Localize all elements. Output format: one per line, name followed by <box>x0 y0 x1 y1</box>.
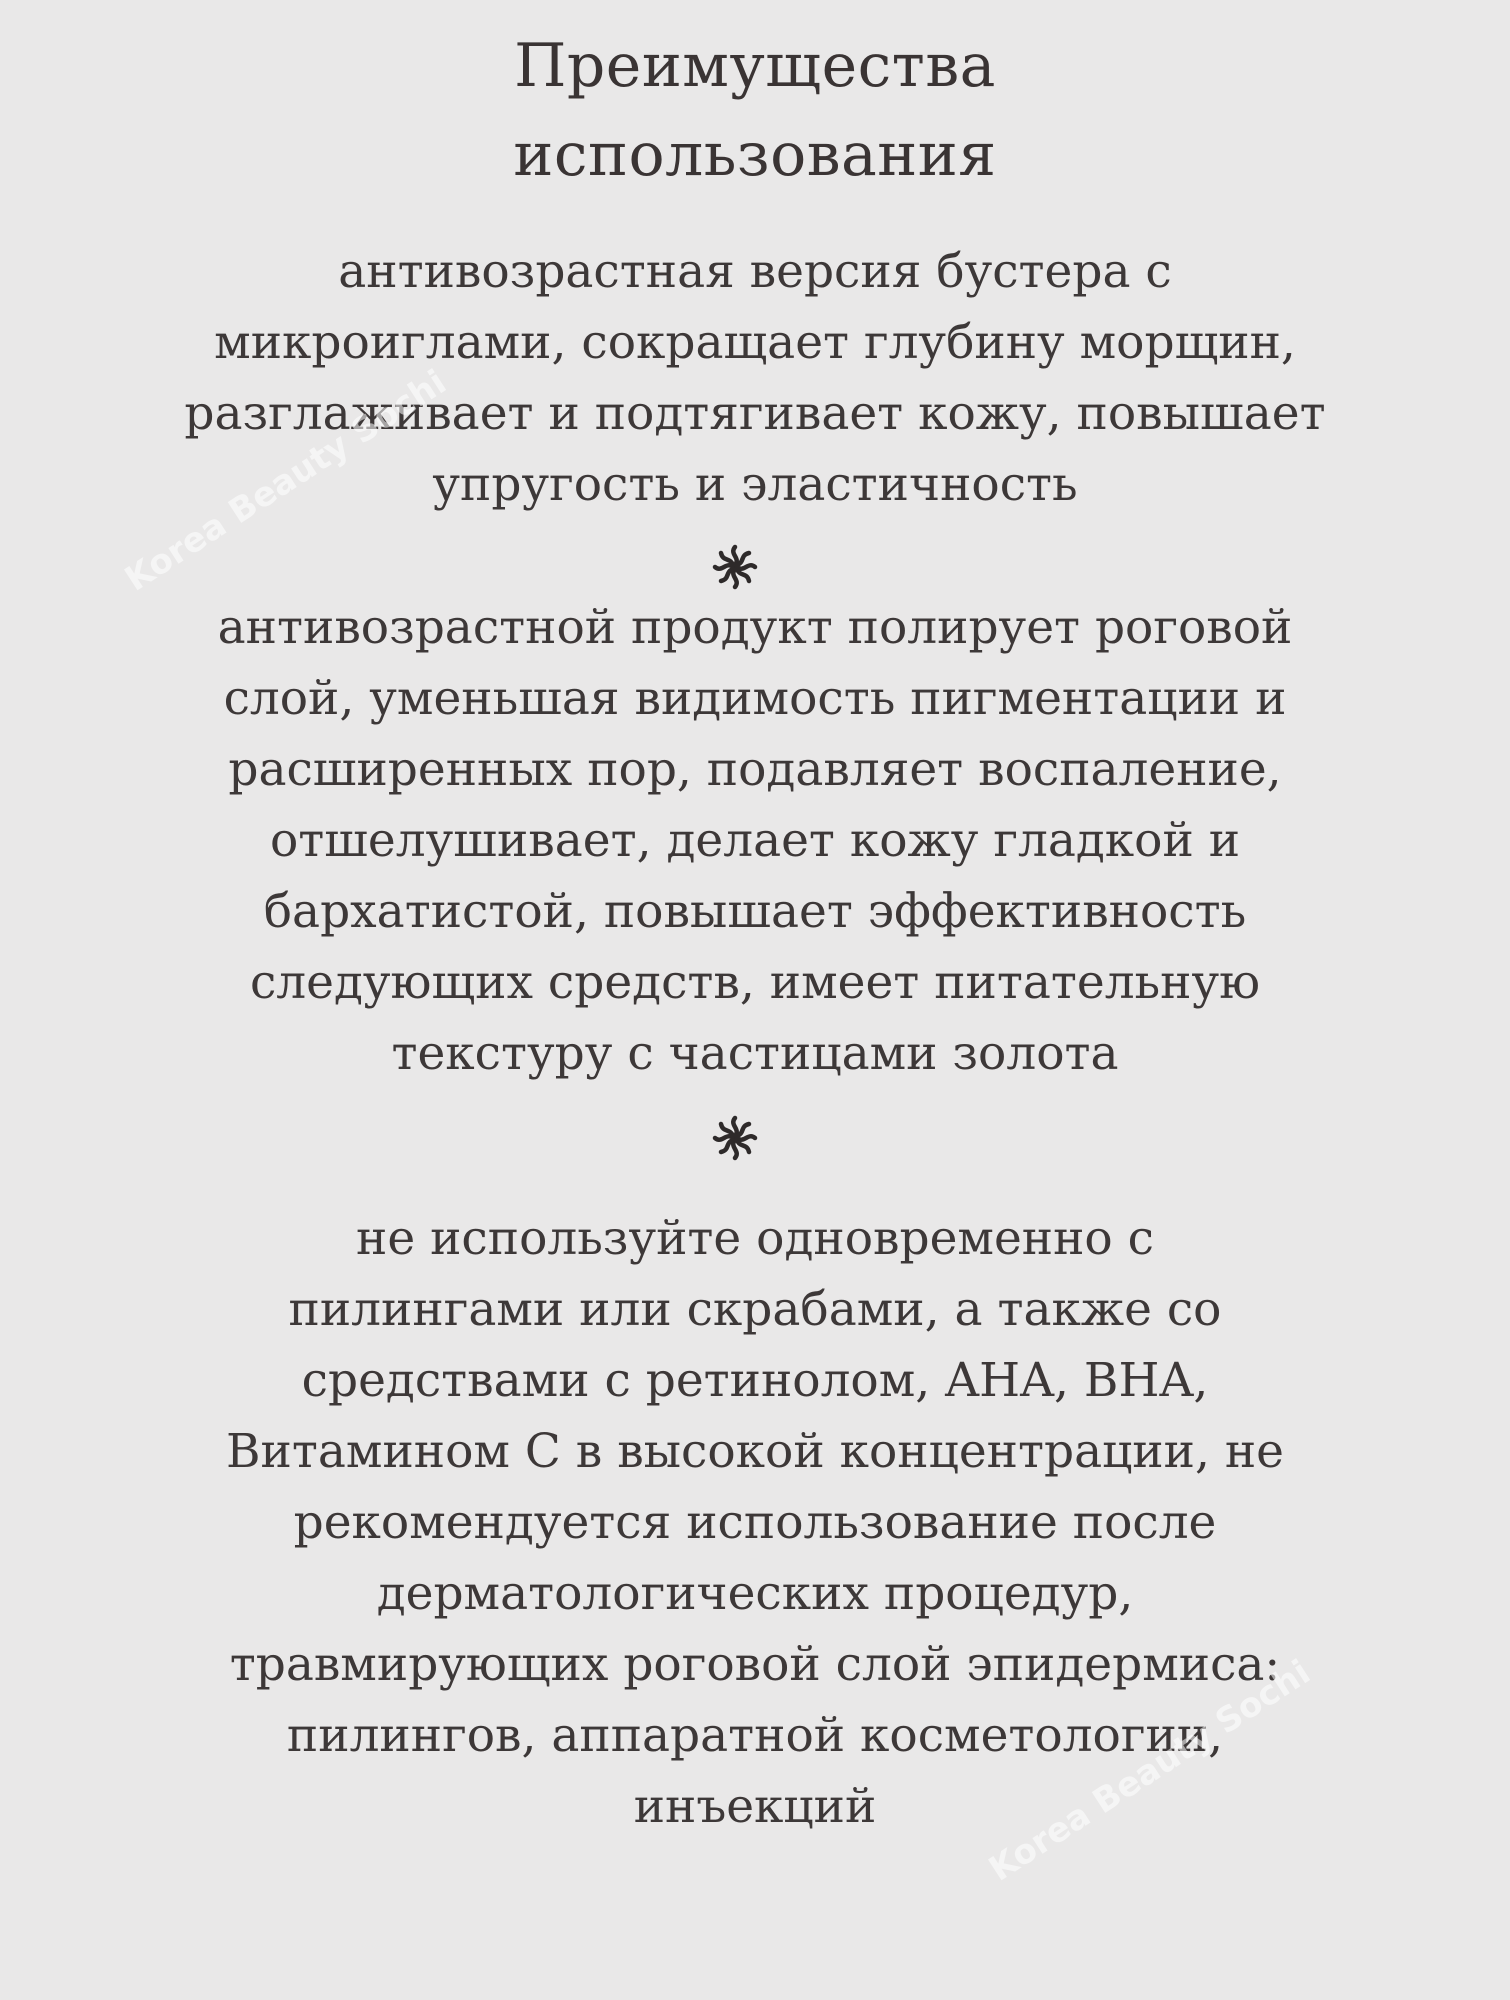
page-title-line: Преимущества <box>514 31 996 101</box>
asterisk-flower-icon <box>705 537 765 597</box>
paragraph-line: дерматологических процедур, <box>376 1566 1134 1621</box>
paragraph-line: средствами с ретинолом, AHA, BHA, <box>301 1353 1209 1408</box>
paragraph-line: отшелушивает, делает кожу гладкой и <box>269 813 1241 868</box>
benefit-paragraph-polishing <box>60 592 1450 1089</box>
paragraph-line: пилингами или скрабами, а также со <box>288 1282 1222 1337</box>
paragraph-line: антивозрастной продукт полирует роговой <box>217 600 1293 655</box>
paragraph-line: не используйте одновременно с <box>356 1211 1154 1266</box>
paragraph-line: антивозрастная версия бустера с <box>338 244 1172 299</box>
asterisk-flower-icon <box>705 1108 765 1168</box>
warning-paragraph <box>60 1203 1450 1842</box>
paragraph-line: инъекций <box>633 1779 877 1834</box>
paragraph-line: Витамином С в высокой концентрации, не <box>226 1424 1284 1479</box>
paragraph-line: расширенных пор, подавляет воспаление, <box>228 742 1282 797</box>
watermark: Korea Beauty Sochi <box>982 1652 1318 1890</box>
watermark: Korea Beauty Sochi <box>118 362 454 600</box>
paragraph-line: следующих средств, имеет питательную <box>249 955 1261 1010</box>
paragraph-line: рекомендуется использование после <box>293 1495 1217 1550</box>
page-title-line: использования <box>513 120 997 190</box>
paragraph-line: бархатистой, повышает эффективность <box>263 884 1247 939</box>
paragraph-line: микроиглами, сокращает глубину морщин, <box>214 315 1296 370</box>
paragraph-line: упругость и эластичность <box>432 457 1078 512</box>
page-title <box>0 22 1510 200</box>
paragraph-line: пилингов, аппаратной косметологии, <box>286 1708 1224 1763</box>
paragraph-line: травмирующих роговой слой эпидермиса: <box>229 1637 1281 1692</box>
paragraph-line: слой, уменьшая видимость пигментации и <box>223 671 1287 726</box>
paragraph-line: текстуру с частицами золота <box>391 1026 1119 1081</box>
paragraph-line: разглаживает и подтягивает кожу, повышает <box>184 386 1326 441</box>
